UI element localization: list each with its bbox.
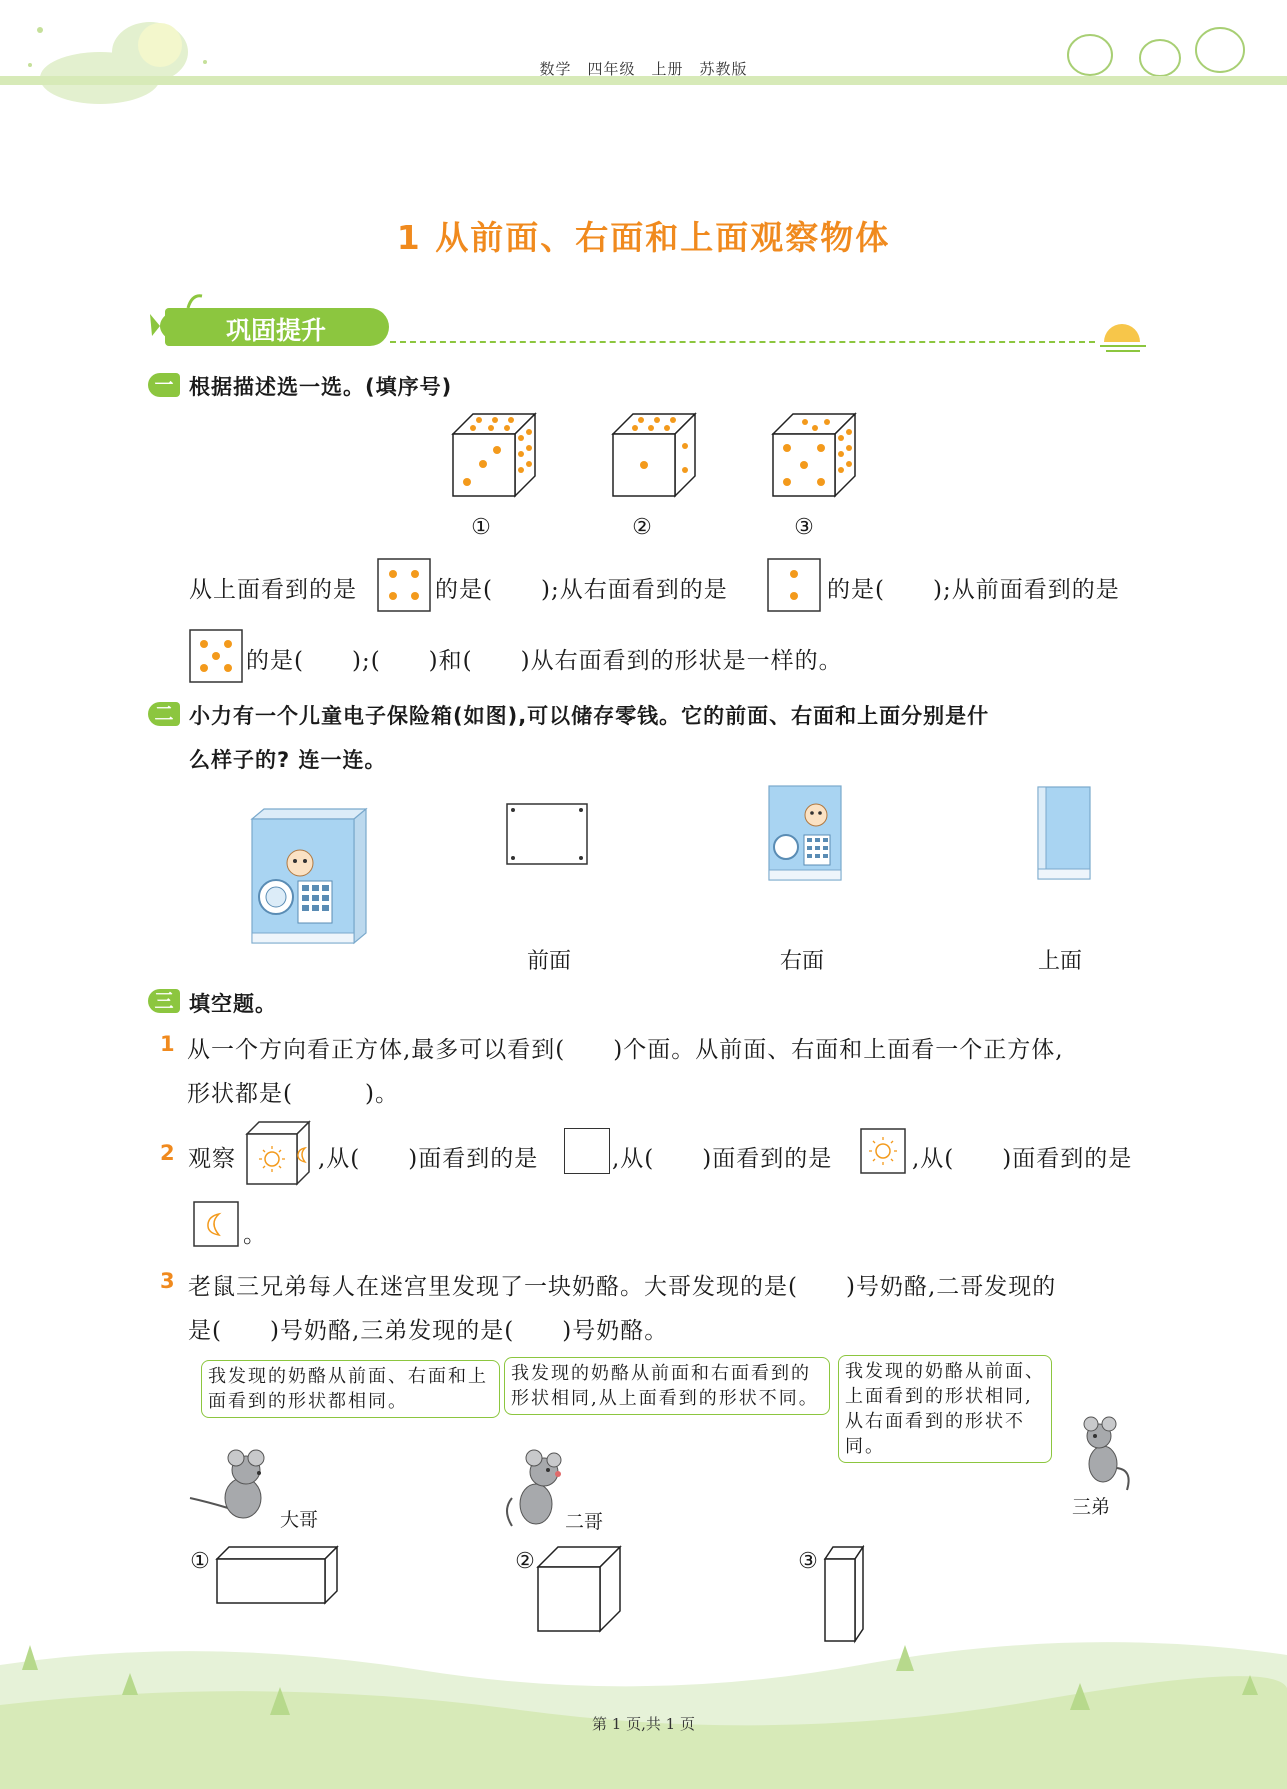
q3-item2-d: ,从( )面看到的是 — [912, 1146, 1133, 1172]
mouse-erge-label: 二哥 — [565, 1511, 604, 1533]
face-five-dots-icon — [189, 629, 243, 683]
q1-title: 根据描述选一选。(填序号) — [189, 375, 453, 399]
q1-line2: 的是( );( )和( )从右面看到的形状是一样的。 — [246, 648, 843, 674]
die-1 — [453, 414, 535, 496]
cheese-2-cube — [536, 1545, 624, 1635]
safe-top-view — [505, 802, 590, 868]
die-3 — [773, 414, 855, 496]
moon-square-icon — [193, 1201, 241, 1249]
page-footer: 第 1 页,共 1 页 — [592, 1715, 695, 1733]
q1-line1-b: 的是( );从右面看到的是 — [435, 577, 728, 603]
q3-item2-e: 。 — [243, 1222, 267, 1248]
safe-side-view — [1036, 785, 1094, 883]
sun-moon-cube-icon — [243, 1120, 313, 1186]
die-2 — [613, 414, 695, 496]
section-label: 巩固提升 — [226, 316, 327, 345]
bubble-sandi: 我发现的奶酪从前面、上面看到的形状相同,从右面看到的形状不同。 — [838, 1355, 1052, 1463]
die-label-2: ② — [632, 515, 652, 540]
bubble-dage: 我发现的奶酪从前面、右面和上面看到的形状都相同。 — [201, 1360, 500, 1418]
q2-title-line2: 么样子的? 连一连。 — [189, 748, 387, 772]
q3-item1-num: 1 — [160, 1032, 175, 1056]
bottom-landscape — [0, 1625, 1287, 1789]
q3-badge: 三 — [148, 989, 180, 1013]
q3-item2-a: 观察 — [188, 1146, 236, 1172]
q3-item2-b: ,从( )面看到的是 — [318, 1146, 539, 1172]
sun-square-icon — [860, 1128, 908, 1176]
q3-item2-num: 2 — [160, 1141, 175, 1165]
mouse-sandi-label: 三弟 — [1072, 1496, 1111, 1518]
cheese-1-cuboid — [215, 1545, 341, 1607]
q3-title: 填空题。 — [189, 992, 277, 1016]
cheese-label-3: ③ — [798, 1549, 818, 1574]
q3-item1-line2: 形状都是( )。 — [187, 1081, 399, 1107]
face-two-dots-icon — [767, 558, 821, 612]
header-decoration — [0, 0, 1287, 110]
q1-badge: 一 — [148, 373, 180, 397]
safe-box-image — [248, 805, 373, 950]
face-four-dots-icon — [377, 558, 431, 612]
q3-item3-line2: 是( )号奶酪,三弟发现的是( )号奶酪。 — [188, 1318, 669, 1344]
q3-item3-num: 3 — [160, 1269, 175, 1293]
q3-item2-c: ,从( )面看到的是 — [612, 1146, 833, 1172]
cheese-label-1: ① — [190, 1549, 210, 1574]
bubble-erge: 我发现的奶酪从前面和右面看到的形状相同,从上面看到的形状不同。 — [504, 1357, 830, 1415]
sun-icon — [1098, 318, 1148, 356]
section-divider — [390, 341, 1095, 343]
q3-item1-line1: 从一个方向看正方体,最多可以看到( )个面。从前面、右面和上面看一个正方体, — [187, 1037, 1064, 1063]
mouse-dage-icon — [188, 1440, 288, 1525]
blank-square-icon — [564, 1128, 610, 1174]
safe-front-view — [768, 785, 843, 883]
q2-badge: 二 — [148, 702, 180, 726]
q1-line1-c: 的是( );从前面看到的是 — [827, 577, 1120, 603]
q1-dice-group — [448, 412, 868, 502]
label-front: 前面 — [526, 949, 571, 974]
page-title: 1 从前面、右面和上面观察物体 — [396, 218, 891, 257]
q2-title-line1: 小力有一个儿童电子保险箱(如图),可以储存零钱。它的前面、右面和上面分别是什 — [189, 704, 990, 728]
mouse-dage-label: 大哥 — [280, 1509, 319, 1531]
label-right: 右面 — [779, 949, 824, 974]
die-label-1: ① — [471, 515, 491, 540]
mouse-sandi-icon — [1067, 1408, 1137, 1496]
cheese-label-2: ② — [515, 1549, 535, 1574]
q1-line1-a: 从上面看到的是 — [189, 577, 357, 603]
q3-item3-line1: 老鼠三兄弟每人在迷宫里发现了一块奶酪。大哥发现的是( )号奶酪,二哥发现的 — [188, 1274, 1057, 1300]
die-label-3: ③ — [794, 515, 814, 540]
label-top: 上面 — [1037, 949, 1082, 974]
header-text: 数学 四年级 上册 苏教版 — [539, 60, 748, 78]
